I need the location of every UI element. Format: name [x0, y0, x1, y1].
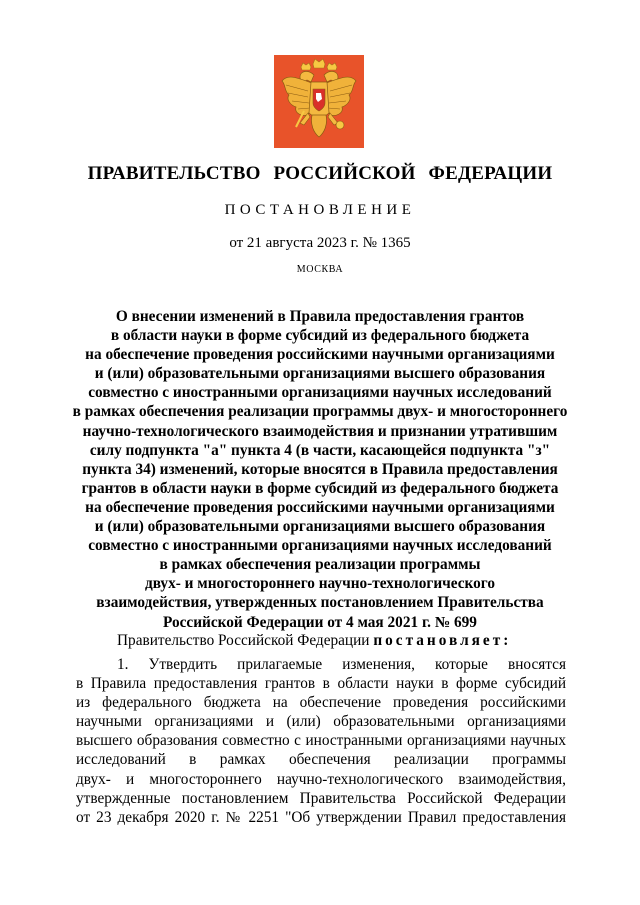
paragraph-line: научными организациями и (или) образовательными организациями: [76, 713, 566, 731]
decree-intro-text: Правительство Российской Федерации: [117, 632, 370, 649]
paragraph-line: в Правила предоставления грантов в области науки в форме субсидий: [76, 675, 566, 693]
subject-line: в рамках обеспечения реализации программы двух- и многостороннего: [72, 403, 568, 421]
subject-line: грантов в области науки в форме субсидий из федерального бюджета: [81, 479, 559, 497]
subject-line: и (или) образовательными организациями высшего образования: [94, 518, 546, 536]
paragraph-line: 1. Утвердить прилагаемые изменения, которые вносятся: [117, 656, 566, 673]
subject-line: на обеспечение проведения российскими научными организациями: [85, 346, 555, 364]
paragraph-line: двух- и многостороннего научно-технологического взаимодействия,: [76, 770, 566, 788]
subject-line: в области науки в форме субсидий из федерального бюджета: [110, 327, 530, 345]
subject-line: совместно с иностранными организациями научных исследований: [88, 537, 552, 555]
subject-line: взаимодействия, утвержденных постановлением Правительства: [96, 594, 544, 612]
decree-intro: [117, 632, 511, 650]
subject-line: Российской Федерации от 4 мая 2021 г. № 699: [163, 613, 477, 631]
paragraph-1: [76, 655, 566, 827]
paragraph-line: от 23 декабря 2020 г. № 2251 "Об утверждении Правил предоставления: [76, 808, 566, 826]
subject-line: О внесении изменений в Правила предоставления грантов: [115, 308, 525, 325]
paragraph-line: высшего образования совместно с иностранными организациями научных: [76, 732, 566, 750]
decree-verb: постановляет:: [373, 632, 512, 649]
subject-line: на обеспечение проведения российскими научными организациями: [85, 498, 555, 516]
subject-line: совместно с иностранными организациями научных исследований: [88, 384, 552, 402]
subject-line: двух- и многостороннего научно-технологического: [144, 575, 496, 593]
document-subject: [70, 307, 570, 632]
document-type: ПОСТАНОВЛЕНИЕ: [224, 202, 416, 218]
subject-line: пункта 34) изменений, которые вносятся в Правила предоставления: [82, 460, 558, 478]
paragraph-line: исследований в рамках обеспечения реализации программы: [76, 751, 566, 769]
subject-line: научно-технологического взаимодействия и признании утратившим: [82, 422, 558, 440]
subject-line: и (или) образовательными организациями высшего образования: [94, 365, 546, 383]
government-title: ПРАВИТЕЛЬСТВО РОССИЙСКОЙ ФЕДЕРАЦИИ: [87, 163, 553, 184]
paragraph-line: утвержденные постановлением Правительства Российской Федерации: [76, 789, 566, 807]
subject-line: в рамках обеспечения реализации программы: [159, 556, 481, 574]
paragraph-line: из федерального бюджета на обеспечение проведения российскими: [76, 694, 566, 712]
document-date-number: от 21 августа 2023 г. № 1365: [229, 235, 411, 251]
document-city: МОСКВА: [296, 264, 344, 275]
coat-of-arms-russia-icon: [274, 55, 364, 148]
subject-line: силу подпункта "а" пункта 4 (в части, касающейся подпункта "з": [89, 441, 551, 459]
